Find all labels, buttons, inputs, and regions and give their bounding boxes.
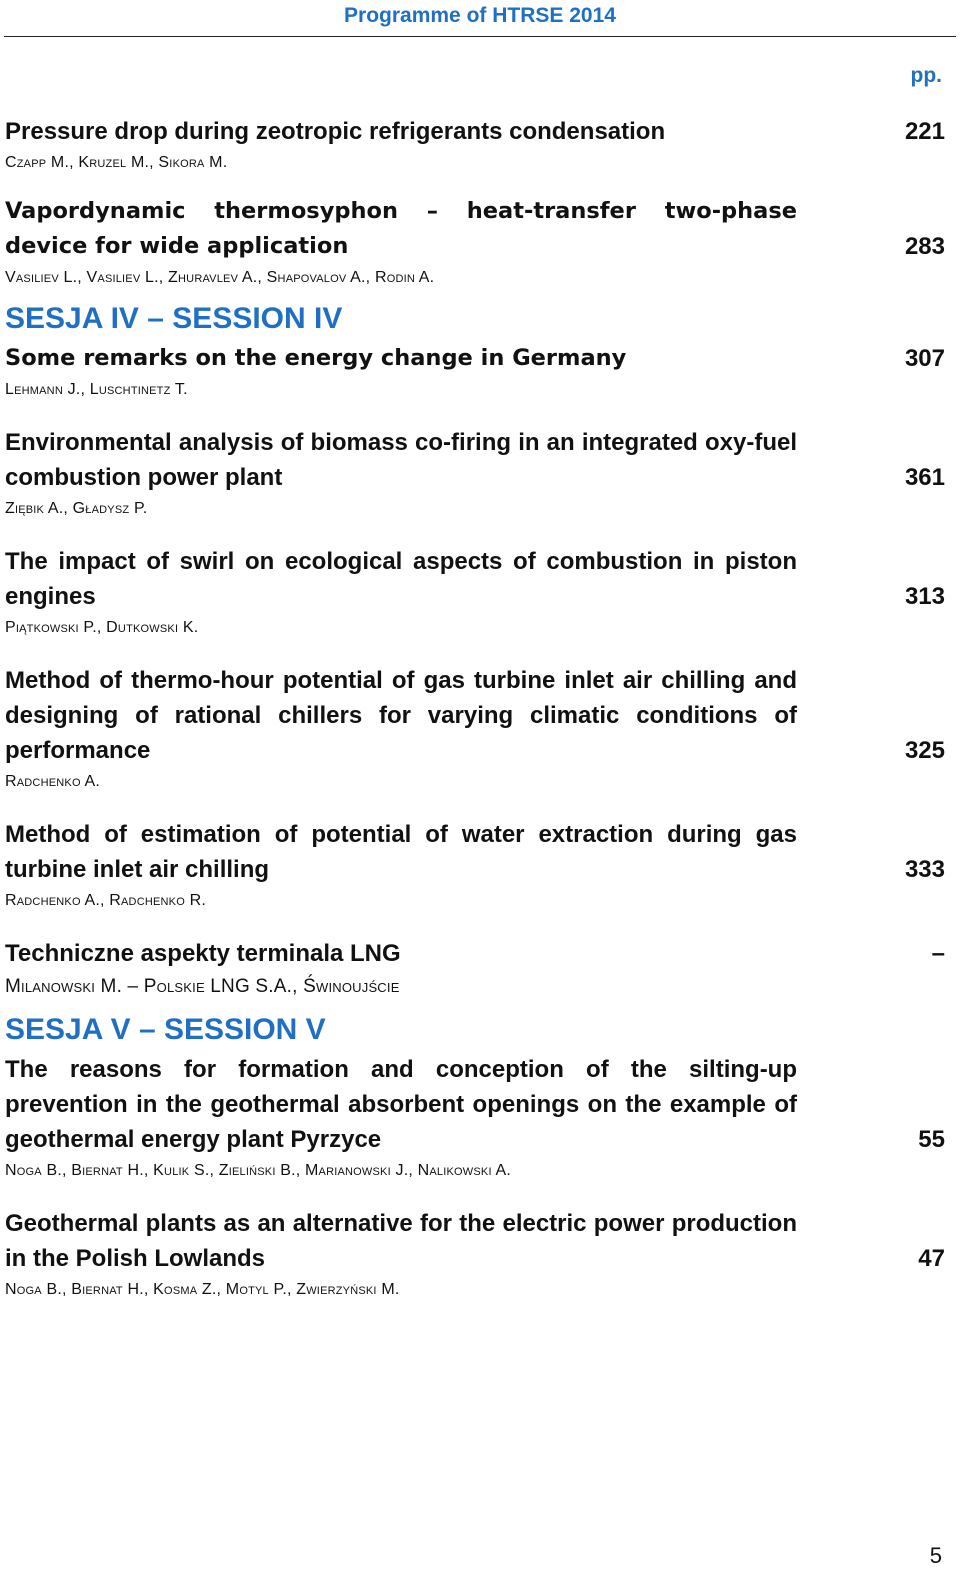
entry-title: Vapordynamic thermosyphon – heat-transfer two-phase device for wide application — [5, 198, 797, 259]
entry-authors: Czapp M., Kruzel M., Sikora M. — [5, 154, 228, 171]
entry-page: – — [931, 940, 945, 967]
page-number: 5 — [929, 1543, 942, 1568]
entry-page: 307 — [904, 345, 945, 372]
programme-entry — [5, 936, 945, 1002]
entry-page: 55 — [918, 1126, 945, 1153]
programme-entry — [5, 1052, 945, 1184]
programme-entry — [5, 114, 945, 176]
entry-page: 47 — [918, 1245, 945, 1272]
session-heading-iv: SESJA IV – SESSION IV — [5, 302, 343, 335]
programme-entry — [5, 1206, 945, 1303]
programme-list — [5, 114, 945, 1321]
programme-entry — [5, 425, 945, 522]
entry-authors: Lehmann J., Luschtinetz T. — [5, 381, 188, 398]
entry-title: Method of estimation of potential of water extraction during gas turbine inlet air chilling — [5, 821, 797, 883]
entry-page: 283 — [904, 233, 945, 260]
entry-authors: Vasiliev L., Vasiliev L., Zhuravlev A., Shapovalov A., Rodin A. — [5, 269, 435, 286]
entry-title: Techniczne aspekty terminala LNG — [5, 940, 401, 967]
entry-authors: Ziębik A., Gładysz P. — [5, 500, 148, 517]
entry-authors: Noga B., Biernat H., Kulik S., Zieliński B., Marianowski J., Nalikowski A. — [5, 1162, 511, 1179]
entry-page: 313 — [904, 583, 945, 610]
entry-authors: Piątkowski P., Dutkowski K. — [5, 619, 199, 636]
entry-page: 221 — [904, 118, 945, 145]
entry-title: Environmental analysis of biomass co-firing in an integrated oxy-fuel combustion power plant — [5, 429, 797, 491]
programme-entry — [5, 663, 945, 795]
programme-entry — [5, 341, 945, 403]
header-title: Programme of HTRSE 2014 — [344, 4, 616, 27]
entry-title: The impact of swirl on ecological aspects of combustion in piston engines — [5, 548, 797, 610]
entry-title: Some remarks on the energy change in Germany — [5, 345, 627, 371]
page-header — [0, 0, 960, 38]
entry-page: 333 — [904, 856, 945, 883]
entry-page: 361 — [904, 464, 945, 491]
programme-entry — [5, 194, 945, 291]
programme-entry — [5, 817, 945, 914]
entry-authors: Radchenko A. — [5, 773, 100, 790]
entry-authors: Radchenko A., Radchenko R. — [5, 892, 207, 909]
entry-page: 325 — [904, 737, 945, 764]
entry-title: The reasons for formation and conception of the silting-up prevention in the geothermal absorbent openings on the example of geothermal energy plant Pyrzyce — [5, 1056, 797, 1153]
entry-title: Geothermal plants as an alternative for the electric power production in the Polish Lowlands — [5, 1210, 797, 1272]
programme-entry — [5, 544, 945, 641]
entry-authors: Noga B., Biernat H., Kosma Z., Motyl P., Zwierzyński M. — [5, 1281, 400, 1298]
session-heading-v: SESJA V – SESSION V — [5, 1013, 326, 1046]
entry-title: Method of thermo-hour potential of gas turbine inlet air chilling and designing of rational chillers for varying climatic conditions of performance — [5, 667, 797, 764]
pages-column-label: pp. — [910, 64, 942, 87]
header-divider — [4, 36, 956, 37]
entry-title: Pressure drop during zeotropic refrigerants condensation — [5, 118, 666, 145]
entry-authors: Milanowski M. – Polskie LNG S.A., Świnoujście — [5, 976, 400, 997]
